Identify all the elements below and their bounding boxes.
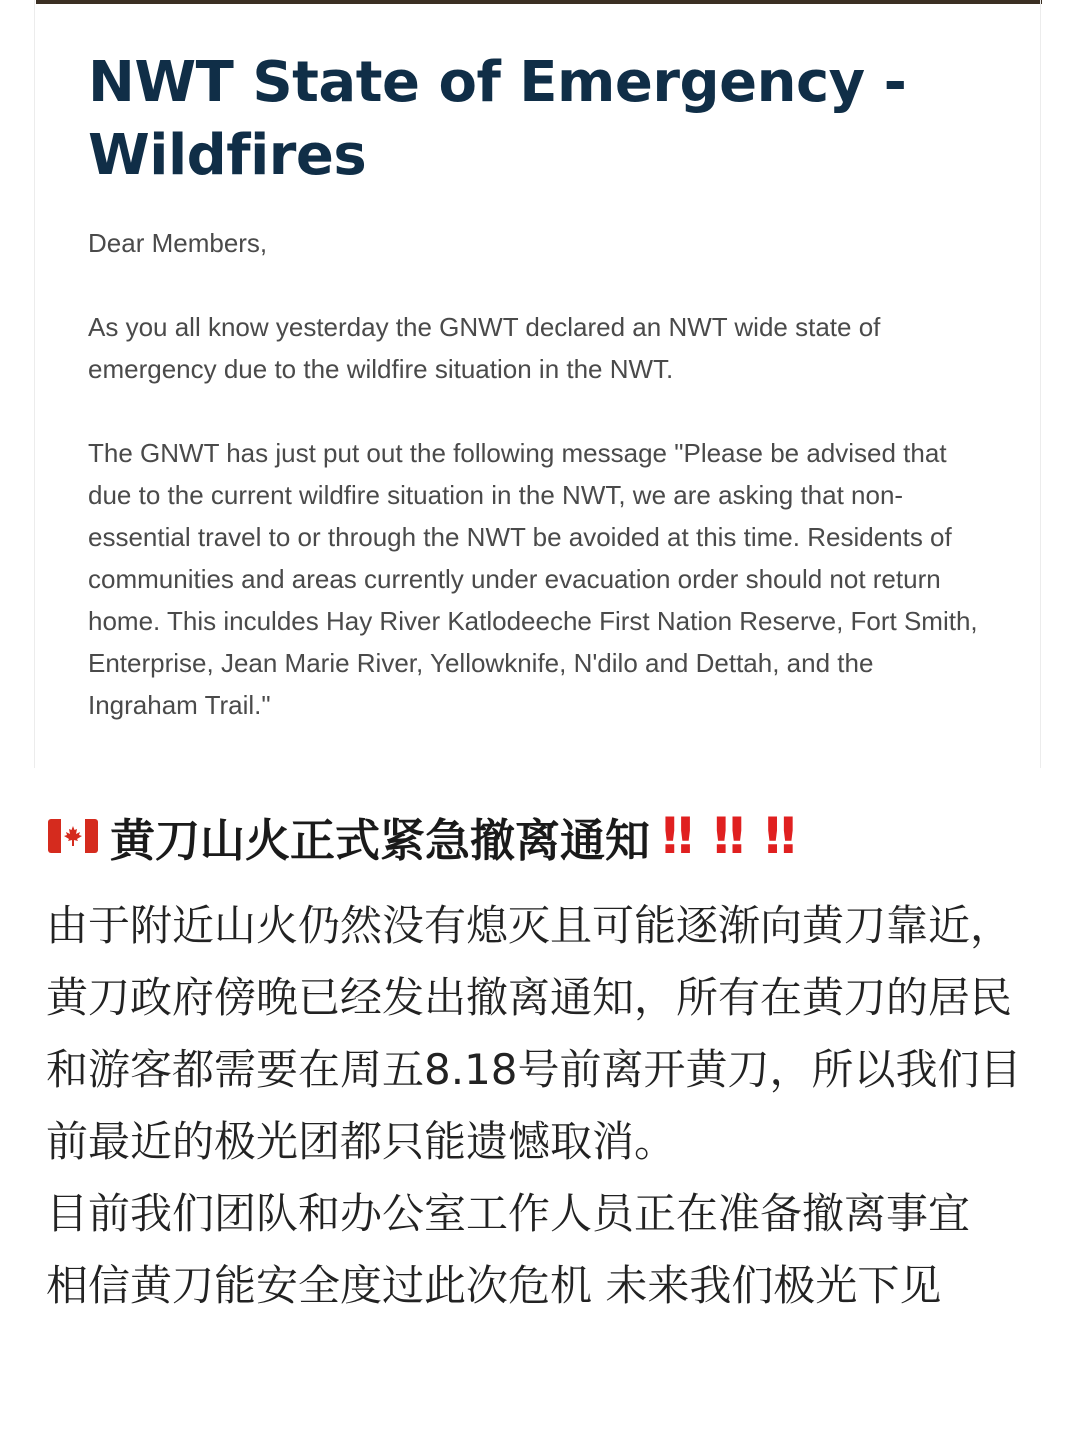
double-exclamation-icon: ‼ (662, 807, 686, 865)
post-heading (48, 806, 816, 866)
email-title: NWT State of Emergency - Wildfires (88, 50, 907, 188)
post-paragraph: 由于附近山火仍然没有熄灭且可能逐渐向黄刀靠近，黄刀政府傍晚已经发出撤离通知，所有在黄刀的居民和游客都需要在周五8.18号前离开黄刀，所以我们目前最近的极光团都只能遗憾取消。 (46, 901, 1022, 1166)
canada-flag-icon (48, 819, 98, 853)
double-exclamation-icon: ‼ (764, 807, 789, 865)
post-paragraph: 相信黄刀能安全度过此次危机 未来我们极光下见 (46, 1261, 942, 1310)
email-border-left (34, 0, 35, 768)
post-paragraph: 目前我们团队和办公室工作人员正在准备撤离事宜 (46, 1189, 971, 1238)
post-body (46, 890, 1036, 1322)
email-greeting: Dear Members, (88, 228, 268, 258)
double-exclamation-icon: ‼ (713, 807, 737, 865)
header-image-edge (36, 0, 1042, 4)
email-body (88, 222, 988, 768)
post-title: 黄刀山火正式紧急撤离通知 (110, 813, 651, 867)
email-border-right (1040, 0, 1041, 768)
email-paragraph: The GNWT has just put out the following message "Please be advised that due to the current wildfire situation in the NWT, we are asking that non-essential travel to or through the NWT be avoided at this time. Residents of communities and areas currently under evacuation order should not return home. This inculdes Hay River Katlodeeche First Nation Reserve, Fort Smith, Enterprise, Jean Marie River, Yellowknife, N'dilo and Dettah, and the Ingraham Trail." (88, 438, 978, 720)
email-paragraph: As you all know yesterday the GNWT declared an NWT wide state of emergency due to the wildfire situation in the NWT. (88, 312, 881, 384)
post-content (0, 768, 1080, 1446)
